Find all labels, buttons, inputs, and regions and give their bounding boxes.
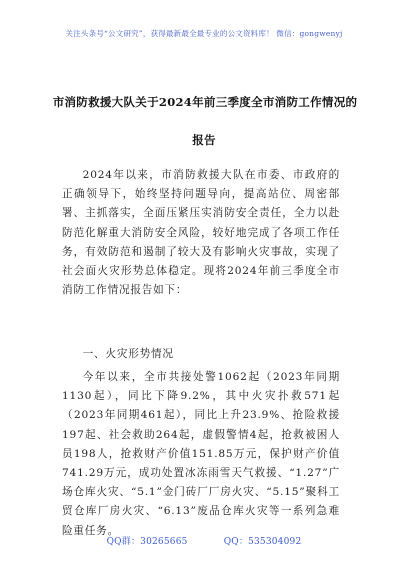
qq-number: QQ：535304092 [223,537,302,547]
intro-paragraph: 2024年以来，市消防救援大队在市委、市政府的正确领导下，始终坚持问题导向，提高站位、周密部署、主抓落实，全面压紧压实消防安全责任，全力以赴防范化解重大消防安全风险，较好地完成了各项工作任务，有效防范和遏制了较大及有影响火灾事故，实现了社会面火灾形势总体稳定。现将2024年前三季度全市消防工作情况报告如下： [62,169,340,297]
header-banner: 关注头条号“公文研究”，获得最新最全最专业的公文资料库！ 微信：gongwenyj [65,29,343,38]
footer-contact [0,534,408,547]
qq-group-number: QQ群：30265665 [106,537,188,547]
document-title: 市消防救援大队关于2024年前三季度全市消防工作情况的 [52,95,358,109]
section-heading: 一、火灾形势情况 [82,348,174,360]
fire-situation-paragraph: 今年以来，全市共接处警1062起（2023年同期1130起），同比下降9.2%，其中火灾扑救571起（2023年同期461起），同比上升23.9%、抢险救援197起、社会救助264起，虚假警情4起，抢救被困人员198人，抢救财产价值151.85万元，保护财产价值741.29万元，成功处置冰冻雨雪天气救援、“1.27”广场仓库火灾、“5.1”金门砖厂厂房火灾、“5.15”聚科工贸仓库厂房火灾、“6.13”废品仓库火灾等一系列急难险重任务。 [62,371,340,537]
document-title-continued: 报告 [192,133,216,147]
